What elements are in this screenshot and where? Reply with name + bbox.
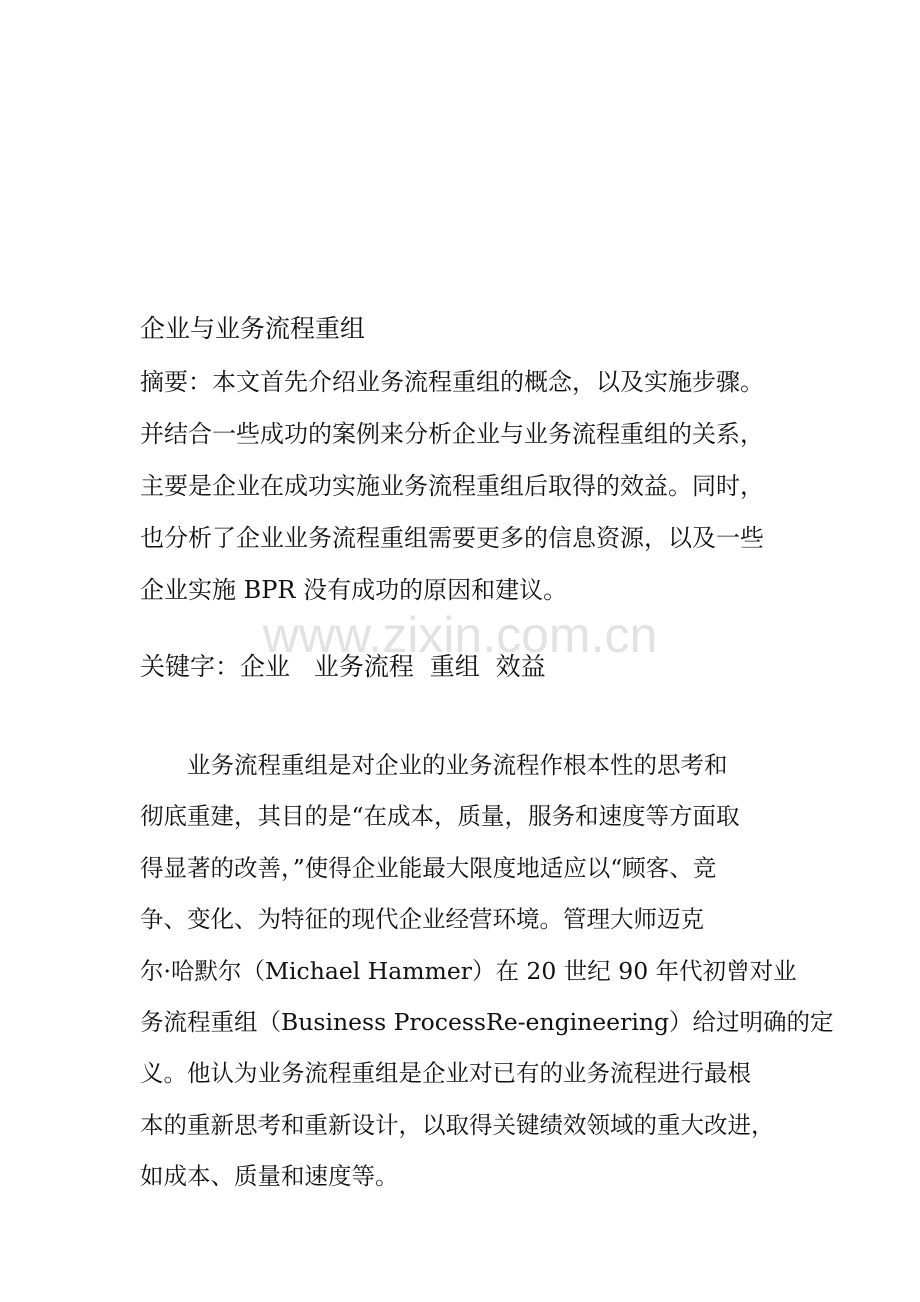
body-line: 争、变化、为特征的现代企业经营环境。管理大师迈克 bbox=[140, 905, 704, 934]
abstract-line: 摘要：本文首先介绍业务流程重组的概念，以及实施步骤。 bbox=[140, 368, 764, 396]
body-line: 务流程重组（Business ProcessRe-engineering）给过明确的定 bbox=[140, 1008, 834, 1037]
watermark: www.zixin.com.cn bbox=[262, 607, 658, 663]
document-title: 企业与业务流程重组 bbox=[140, 314, 366, 343]
abstract-line: 也分析了企业业务流程重组需要更多的信息资源，以及一些 bbox=[140, 524, 764, 552]
abstract-line: 主要是企业在成功实施业务流程重组后取得的效益。同时， bbox=[140, 472, 764, 500]
abstract-line: 并结合一些成功的案例来分析企业与业务流程重组的关系， bbox=[140, 420, 764, 448]
abstract-line: 企业实施 BPR 没有成功的原因和建议。 bbox=[140, 576, 568, 604]
body-line: 义。他认为业务流程重组是企业对已有的业务流程进行最根 bbox=[140, 1059, 751, 1088]
body-line: 尔·哈默尔（Michael Hammer）在 20 世纪 90 年代初曾对业 bbox=[140, 956, 797, 985]
body-line: 业务流程重组是对企业的业务流程作根本性的思考和 bbox=[187, 751, 728, 779]
body-line: 彻底重建，其目的是“在成本，质量，服务和速度等方面取 bbox=[140, 802, 740, 831]
body-line: 得显著的改善，”使得企业能最大限度地适应以“顾客、竞 bbox=[140, 853, 717, 882]
keywords: 关键字：企业 业务流程 重组 效益 bbox=[140, 652, 546, 681]
body-line: 本的重新思考和重新设计，以取得关键绩效领域的重大改进， bbox=[140, 1110, 775, 1139]
body-line: 如成本、质量和速度等。 bbox=[140, 1162, 399, 1191]
body-paragraph bbox=[140, 740, 834, 1203]
abstract bbox=[140, 356, 800, 616]
